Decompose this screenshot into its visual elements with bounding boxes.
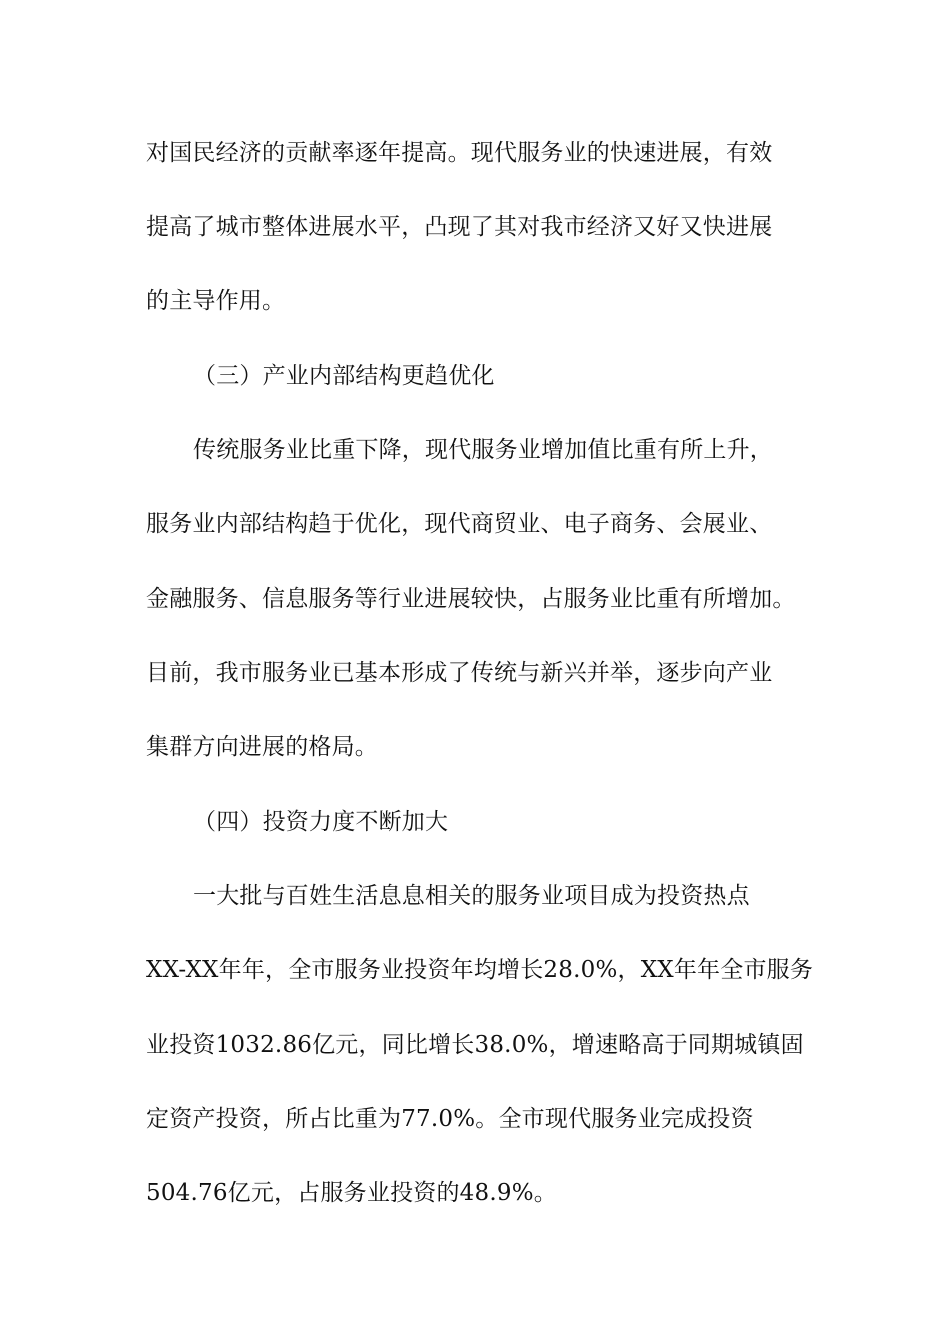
section-heading: （三）产业内部结构更趋优化 xyxy=(193,363,495,389)
body-text-line: 504.76亿元，占服务业投资的48.9%。 xyxy=(146,1180,557,1206)
body-text-line: XX-XX年年，全市服务业投资年均增长28.0%，XX年年全市服务 xyxy=(146,957,814,983)
body-text-line: 对国民经济的贡献率逐年提高。现代服务业的快速进展，有效 xyxy=(146,140,773,166)
body-text-line: 集群方向进展的格局。 xyxy=(146,734,378,760)
body-text-line: 传统服务业比重下降，现代服务业增加值比重有所上升， xyxy=(193,437,773,463)
body-text-line: 提高了城市整体进展水平，凸现了其对我市经济又好又快进展 xyxy=(146,214,773,240)
body-text-line: 金融服务、信息服务等行业进展较快，占服务业比重有所增加。 xyxy=(146,586,796,612)
body-text-line: 服务业内部结构趋于优化，现代商贸业、电子商务、会展业、 xyxy=(146,511,773,537)
body-text-line: 的主导作用。 xyxy=(146,288,286,314)
body-text-line: 一大批与百姓生活息息相关的服务业项目成为投资热点 xyxy=(193,883,750,909)
body-text-line: 定资产投资，所占比重为77.0%。全市现代服务业完成投资 xyxy=(146,1106,754,1132)
body-text-line: 业投资1032.86亿元，同比增长38.0%，增速略高于同期城镇固 xyxy=(146,1032,804,1058)
body-text-line: 目前，我市服务业已基本形成了传统与新兴并举，逐步向产业 xyxy=(146,660,773,686)
section-heading: （四）投资力度不断加大 xyxy=(193,809,449,835)
